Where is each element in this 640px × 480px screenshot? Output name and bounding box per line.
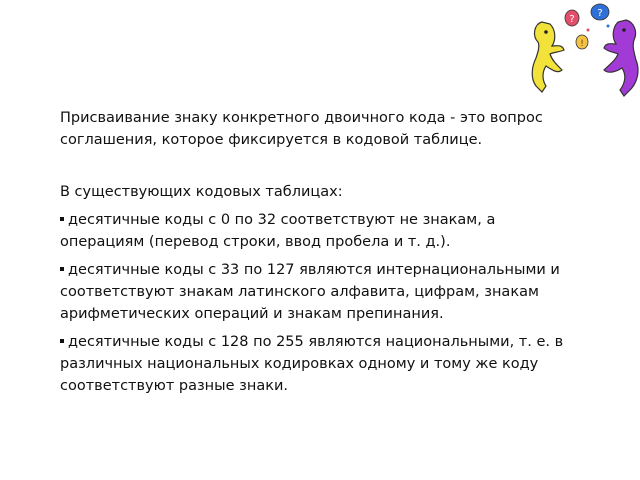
bullet-square-icon	[60, 217, 64, 221]
yellow-figure	[532, 22, 564, 92]
list-item	[60, 259, 580, 325]
lead-paragraph: В существующих кодовых таблицах:	[60, 184, 343, 200]
list-item	[60, 209, 580, 253]
list-item-text: десятичные коды с 33 по 127 являются интернациональными и соответствуют знакам латинского алфавита, цифрам, знакам арифметических операций и знакам препинания.	[60, 262, 560, 322]
bullet-square-icon	[60, 339, 64, 343]
bubble-glyph-3: ?	[597, 8, 603, 19]
list-item	[60, 331, 580, 397]
bullet-square-icon	[60, 267, 64, 271]
bubble-glyph-2: !	[580, 39, 584, 49]
purple-figure	[604, 20, 638, 96]
list-item-text: десятичные коды с 128 по 255 являются национальными, т. е. в различных национальных кодировках одному и тому же коду соответствуют разные знаки.	[60, 334, 564, 394]
talking-people-image	[528, 0, 640, 100]
bubble-glyph-1: ?	[569, 14, 575, 25]
slide-body	[60, 107, 580, 403]
intro-paragraph: Присваивание знаку конкретного двоичного кода - это вопрос соглашения, которое фиксируется в кодовой таблице.	[60, 110, 543, 148]
talking-people-illustration	[528, 0, 640, 100]
list-item-text: десятичные коды с 0 по 32 соответствуют не знакам, а операциям (перевод строки, ввод пробела и т. д.).	[60, 212, 496, 250]
